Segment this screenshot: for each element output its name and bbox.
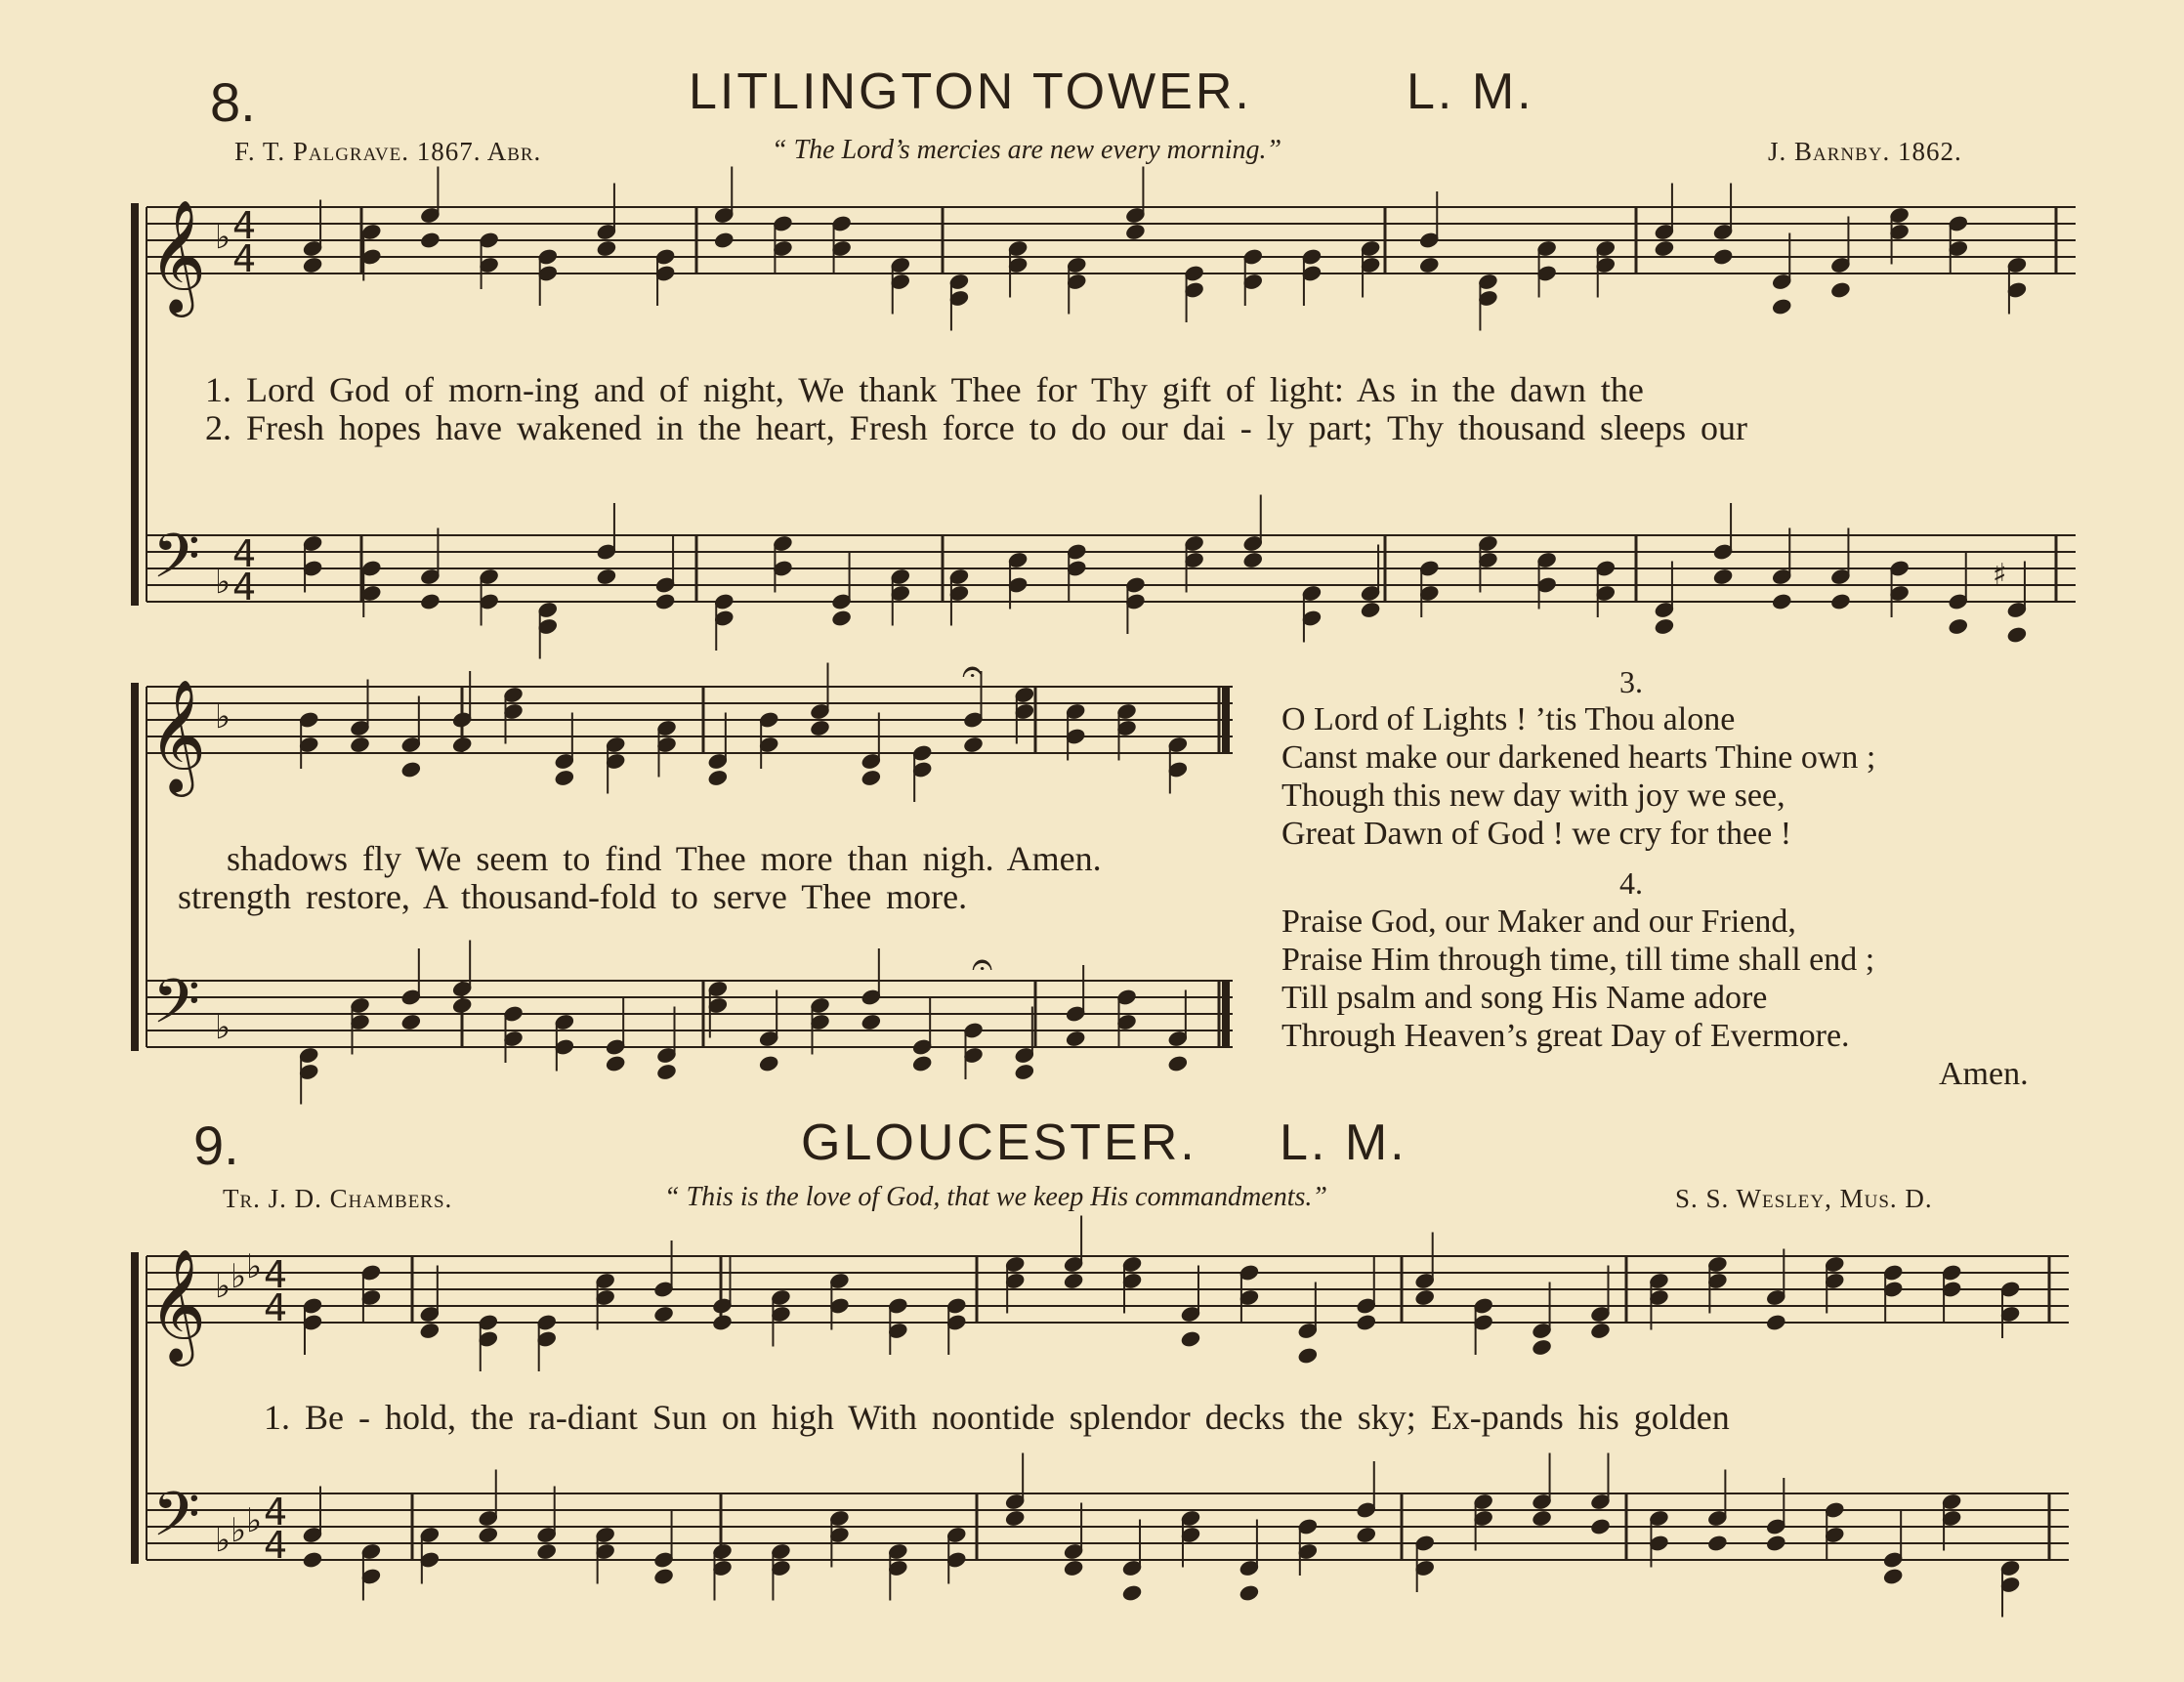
stanza-3-number: 3. — [1619, 664, 1643, 699]
hymn-8-system-2-treble-note — [810, 719, 830, 736]
hymn-8-system-2-treble-note — [400, 761, 421, 778]
flat-icon: ♭ — [215, 1267, 231, 1306]
hymn-8-system-2-treble-note — [707, 769, 728, 786]
hymn-8-system-1-bass-note — [1242, 551, 1263, 568]
hymn-9-system-1-bass-note — [1882, 1568, 1903, 1585]
stanza-4-line: Through Heaven’s great Day of Evermore. — [1281, 1018, 1850, 1054]
hymn-8-system-2-bass-note — [758, 1055, 778, 1072]
hymn-8-system-1-treble-note — [596, 239, 616, 257]
hymn-9-system-1-bass-note — [1707, 1535, 1728, 1552]
hymn-8-system-1-bass-note — [420, 593, 441, 610]
hymn-9-system-1-bass-note — [653, 1568, 674, 1585]
hymn-8-title: LITLINGTON TOWER. — [689, 63, 1252, 120]
hymn-8-system-1-treble-note — [1419, 256, 1440, 273]
hymn-9-system-1-bass-note — [1239, 1584, 1259, 1602]
flat-icon: ♭ — [215, 563, 231, 602]
hymn-8-system-2-bass-note — [400, 1013, 421, 1030]
hymn-8-system-2-treble-note — [451, 736, 472, 753]
hymn-9-composer: S. S. Wesley, Mus. D. — [1675, 1184, 1933, 1213]
stanza-3-line: Though this new day with joy we see, — [1281, 778, 1785, 814]
hymn-8-system-1-treble-note — [1712, 248, 1733, 266]
treble-clef-icon: 𝄞 — [148, 678, 207, 792]
flat-icon: ♭ — [215, 1521, 231, 1560]
hymn-8-system-1-bass-note — [1712, 568, 1733, 585]
flat-icon: ♭ — [215, 218, 231, 257]
stanza-3-line: Canst make our darkened hearts Thine own ; — [1281, 739, 1876, 776]
hymn-9-system-1-treble-note — [1063, 1272, 1083, 1289]
time-signature-top: 4 — [232, 532, 257, 575]
hymn-8-system-1-bass-note — [2006, 626, 2027, 644]
time-signature-top: 4 — [264, 1491, 288, 1534]
hymn-9-system-1-treble-note — [1414, 1288, 1435, 1306]
time-signature-bottom: 4 — [264, 1286, 288, 1329]
hymn-8-system-1-treble-note — [302, 256, 322, 273]
hymn-8-system-2-bass-note — [1167, 1055, 1188, 1072]
hymn-8-system-2-bass-note — [605, 1055, 625, 1072]
hymn-9-system-1-treble-note — [419, 1322, 440, 1339]
flat-icon: ♭ — [215, 1008, 231, 1047]
hymn-9-system-1-bass-note — [536, 1542, 557, 1560]
time-signature-bottom: 4 — [232, 237, 257, 280]
hymn-9-system-1-bass-note — [1356, 1526, 1376, 1543]
hymn-9-meter: L. M. — [1280, 1114, 1407, 1171]
hymn-9-system-1-treble-note — [1356, 1314, 1376, 1331]
hymn-8-system-1-treble-note — [1125, 223, 1146, 240]
hymn-8-system-2-bass-note — [1014, 1063, 1034, 1080]
notes — [298, 167, 2027, 1618]
flat-icon: ♭ — [231, 1511, 247, 1550]
staves — [135, 203, 2076, 1564]
flat-icon: ♭ — [231, 1257, 247, 1296]
flat-icon: ♭ — [246, 1501, 263, 1540]
hymn-9-system-1-treble-note — [1180, 1330, 1200, 1348]
hymn-9-system-1-bass-note — [1532, 1509, 1552, 1527]
bass-clef-icon: 𝄢 — [152, 520, 200, 607]
hymn-8-system-1-bass-note — [1772, 593, 1792, 610]
hymn-8-system-2-bass-note — [861, 1013, 881, 1030]
treble-clef-icon: 𝄞 — [148, 1247, 207, 1362]
bass-clef-icon: 𝄢 — [152, 965, 200, 1052]
hymn-8-system-1-treble-note — [420, 231, 441, 249]
hymn-9-system-1-bass-note — [1766, 1535, 1786, 1552]
hymn-8-system-1-bass-note — [596, 568, 616, 585]
stanza-4-line: Till psalm and song His Name adore — [1281, 980, 1768, 1016]
time-signature-bottom: 4 — [232, 566, 257, 609]
sharp-icon: ♯ — [1993, 558, 2007, 592]
time-signature-bottom: 4 — [264, 1524, 288, 1567]
fermata-icon: 𝄐 — [972, 943, 993, 986]
hymn-8-system-1-treble-note — [1654, 239, 1674, 257]
hymn-8-system-1-bass-note — [654, 593, 675, 610]
hymn-8-number: 8. — [210, 71, 256, 133]
hymn-9-system-1-verse-1: 1. Be - hold, the ra-diant Sun on high With noontide splendor decks the sky; Ex-pands his golden — [264, 1398, 1730, 1437]
hymn-9-system-1-treble-note — [653, 1305, 674, 1323]
hymn-8-composer: J. Barnby. 1862. — [1768, 137, 1962, 166]
hymn-9-translator: Tr. J. D. Chambers. — [223, 1184, 453, 1213]
hymn-8-system-2-treble-note — [554, 769, 574, 786]
stanza-4-line: Praise God, our Maker and our Friend, — [1281, 904, 1796, 940]
hymn-8-system-2-treble-note — [963, 736, 984, 753]
hymn-9-system-1-bass-note — [1121, 1584, 1142, 1602]
hymn-8-system-2-verse-1: shadows fly We seem to find Thee more than nigh. Amen. — [227, 839, 1102, 878]
time-signature-top: 4 — [264, 1253, 288, 1296]
hymn-9-number: 9. — [193, 1114, 239, 1176]
bass-clef-icon: 𝄢 — [152, 1478, 200, 1565]
hymn-9-system-1-treble-note — [1532, 1338, 1552, 1356]
flat-icon: ♭ — [246, 1247, 263, 1286]
hymn-8-system-1-bass-note — [831, 610, 852, 627]
hymn-8-author: F. T. Palgrave. 1867. Abr. — [234, 137, 542, 166]
hymn-8-system-1-treble-note — [714, 231, 735, 249]
hymn-8-system-2-bass-note — [1065, 1030, 1085, 1047]
time-signature-top: 4 — [232, 204, 257, 247]
clefs-and-signatures — [148, 198, 2007, 1567]
hymn-8-system-1-bass-note — [1830, 593, 1851, 610]
hymn-9-title: GLOUCESTER. — [801, 1114, 1197, 1171]
hymn-8-system-2-bass-note — [451, 996, 472, 1014]
hymn-9-system-1-bass-note — [1004, 1509, 1025, 1527]
stanza-3-line: O Lord of Lights ! ’tis Thou alone — [1281, 701, 1736, 737]
stanza-amen: Amen. — [1939, 1056, 2029, 1092]
stanza-4-number: 4. — [1619, 865, 1643, 901]
hymn-8-system-2-bass-note — [911, 1055, 932, 1072]
hymn-8-system-1-bass-note — [1360, 601, 1380, 618]
hymn-8-system-2-treble-note — [861, 769, 881, 786]
hymn-9-system-1-bass-note — [302, 1551, 322, 1569]
treble-clef-icon: 𝄞 — [148, 198, 207, 313]
hymn-8-system-1-bass-note — [1948, 617, 1968, 635]
hymn-8-epigraph: “ The Lord’s mercies are new every morning.” — [772, 135, 1282, 165]
hymn-9-system-1-treble-note — [1297, 1347, 1318, 1365]
hymn-8-system-1-verse-1: 1. Lord God of morn-ing and of night, We thank Thee for Thy gift of light: As in the dawn the — [205, 370, 1644, 409]
hymn-8-system-1-verse-2: 2. Fresh hopes have wakened in the heart, Fresh force to do our dai - ly part; Thy thousand sleeps our — [205, 408, 1747, 447]
hymn-9-system-1-treble-note — [1590, 1322, 1611, 1339]
stanza-4-line: Praise Him through time, till time shall end ; — [1281, 942, 1875, 978]
hymn-9-system-1-bass-note — [478, 1526, 498, 1543]
hymn-9-epigraph: “ This is the love of God, that we keep His commandments.” — [664, 1182, 1327, 1212]
hymn-9-system-1-bass-note — [1063, 1559, 1083, 1577]
fermata-icon: 𝄐 — [962, 650, 984, 693]
hymn-8-system-2-bass-note — [656, 1063, 677, 1080]
stanza-3-line: Great Dawn of God ! we cry for thee ! — [1281, 816, 1792, 852]
hymn-9-system-1-bass-note — [1590, 1518, 1611, 1535]
hymn-8-system-2-treble-note — [350, 736, 370, 753]
hymn-8-meter: L. M. — [1407, 63, 1534, 120]
hymn-8-system-1-bass-note — [1654, 617, 1674, 635]
hymn-8-system-2-verse-2: strength restore, A thousand-fold to serve Thee more. — [178, 877, 968, 916]
hymn-8-system-1-treble-note — [1830, 281, 1851, 299]
hymn-9-system-1-treble-note — [712, 1314, 733, 1331]
flat-icon: ♭ — [215, 697, 231, 736]
hymn-9-system-1-treble-note — [1766, 1314, 1786, 1331]
hymn-8-system-1-treble-note — [1772, 298, 1792, 315]
